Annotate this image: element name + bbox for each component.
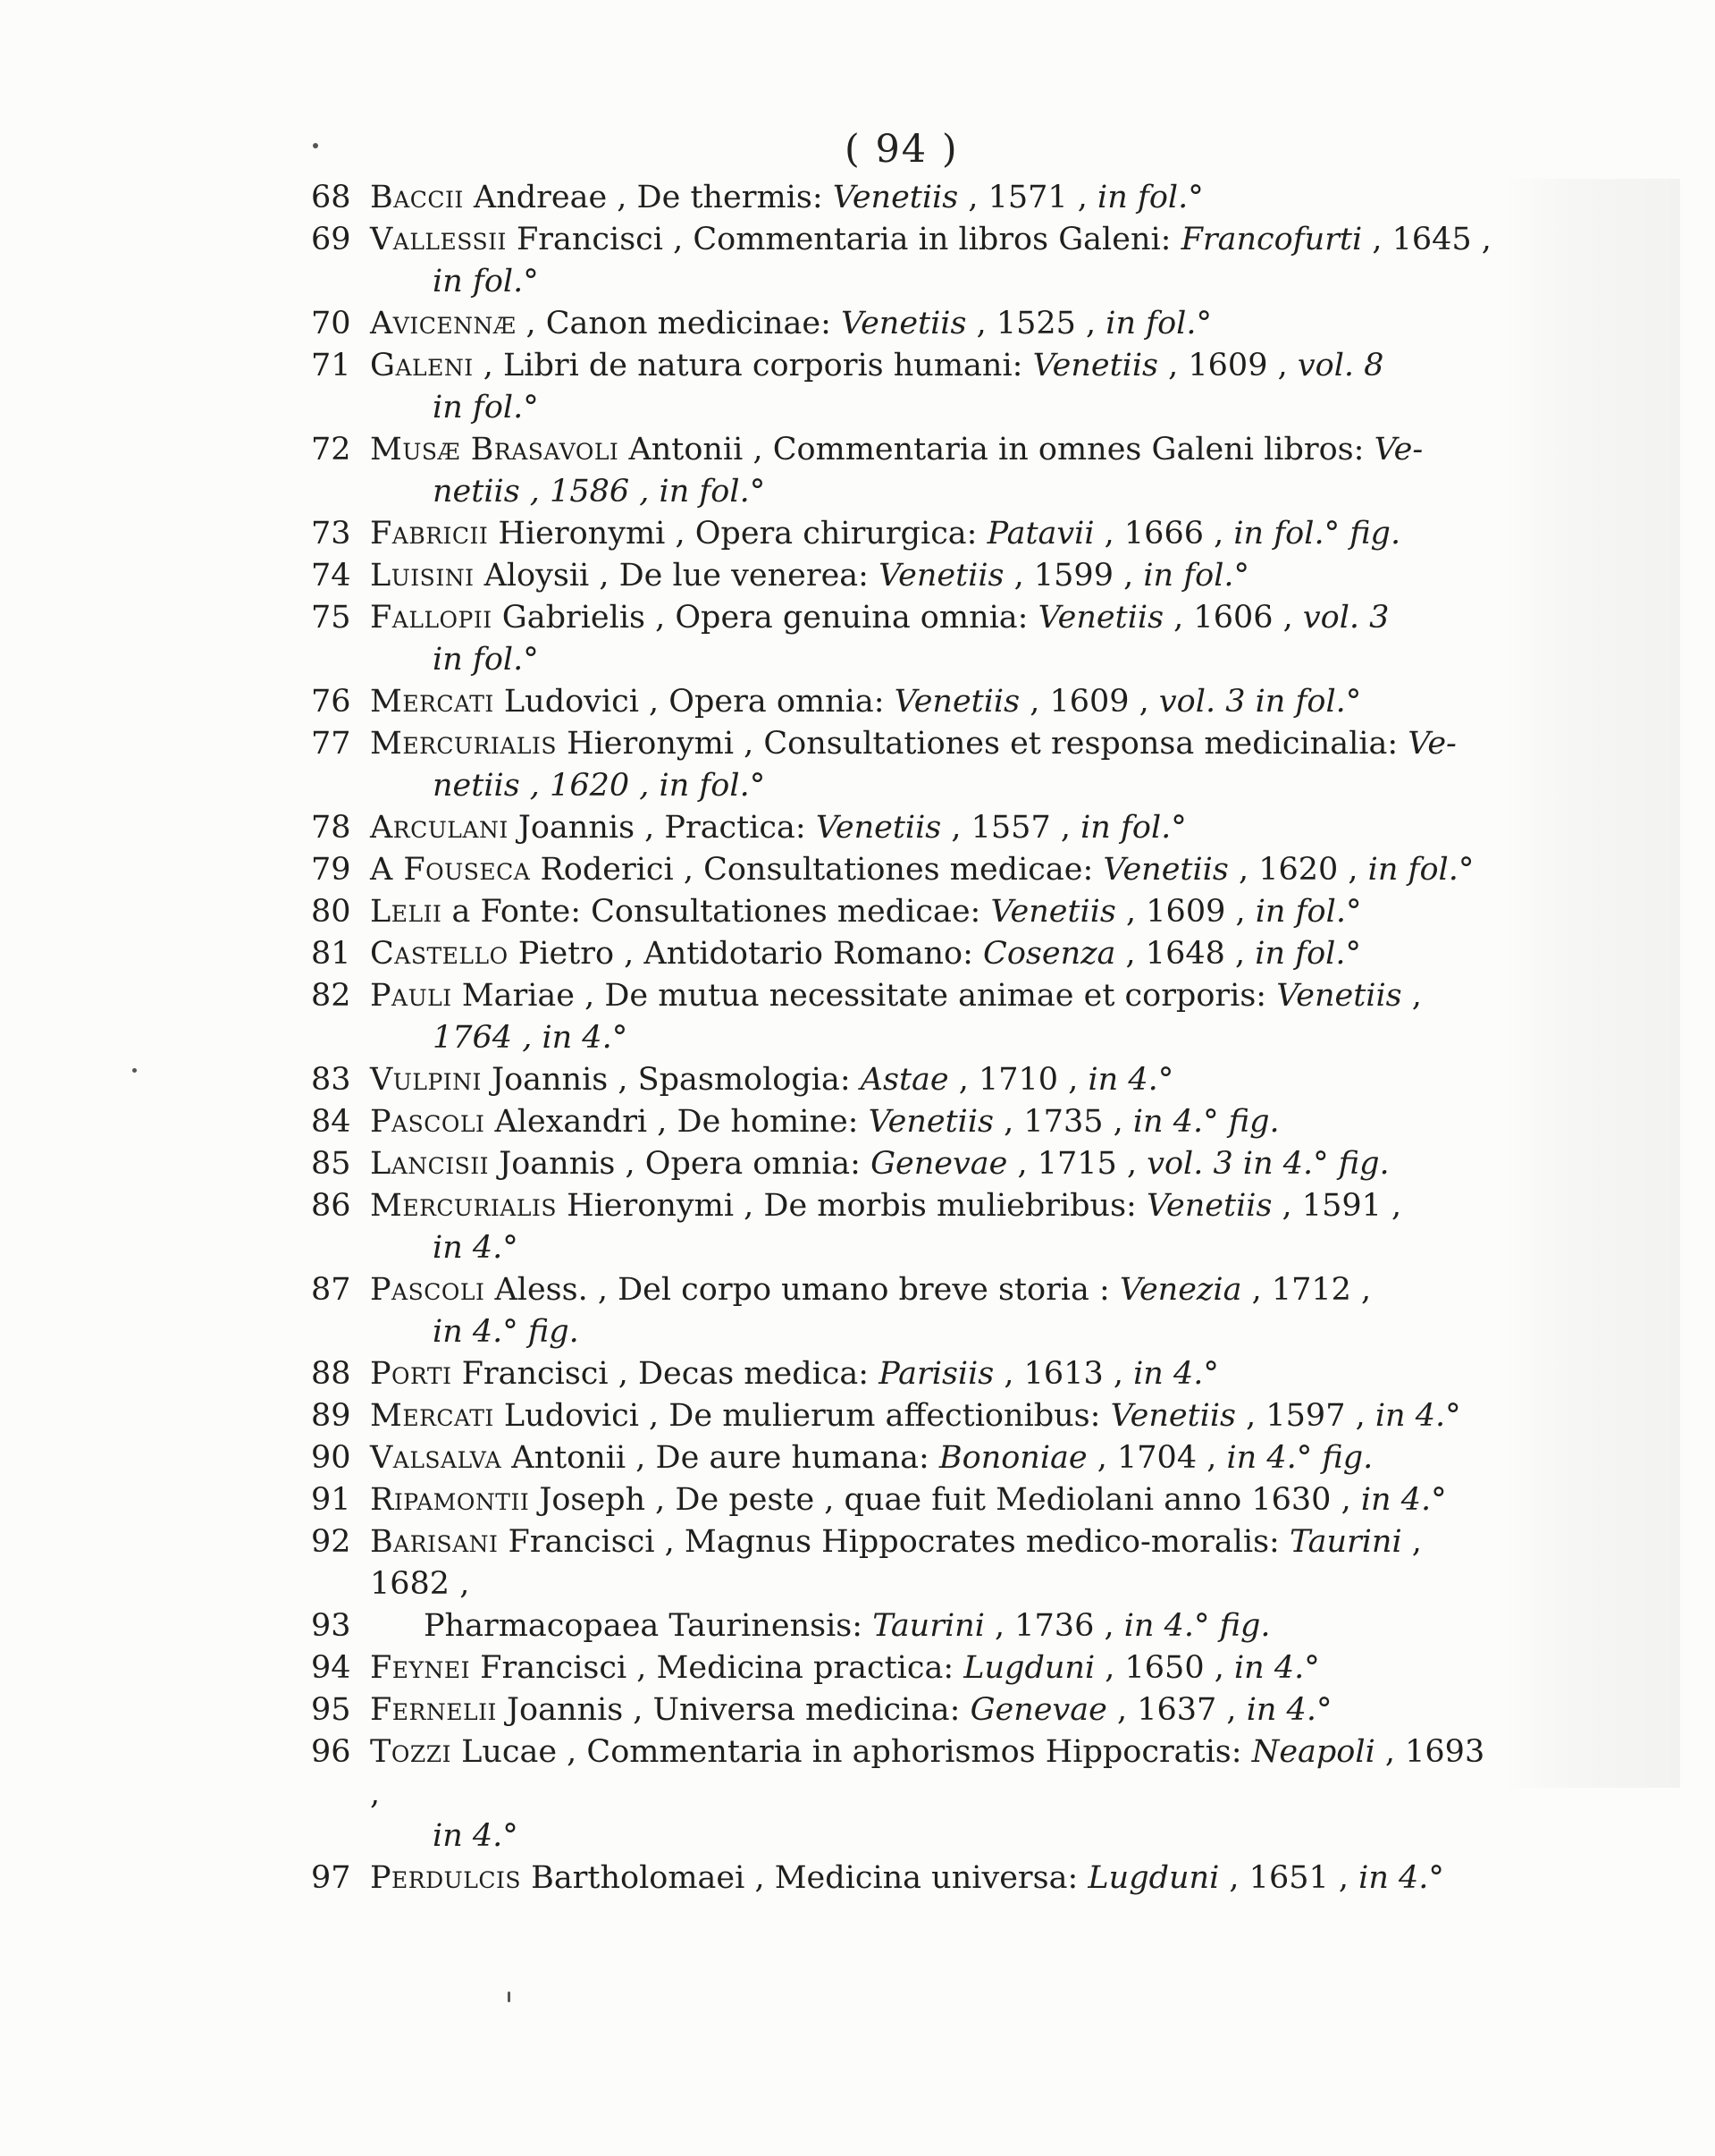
entry-author: Fernelii bbox=[370, 1692, 497, 1728]
entry-number: 90 bbox=[311, 1440, 351, 1476]
catalogue-entry bbox=[311, 1647, 1500, 1689]
entry-number: 93 bbox=[311, 1608, 351, 1644]
entry-format: in fol.° bbox=[1367, 852, 1475, 888]
entry-format: in fol.° bbox=[1255, 894, 1362, 930]
entry-format: in fol.° bbox=[1080, 810, 1187, 846]
entry-text bbox=[370, 429, 1500, 513]
entry-text bbox=[370, 303, 1500, 345]
entry-text bbox=[370, 1059, 1500, 1101]
entry-title: Hieronymi , De morbis muliebribus: bbox=[556, 1188, 1147, 1224]
entry-number: 89 bbox=[311, 1398, 351, 1434]
entry-place: Ve- bbox=[1408, 726, 1457, 762]
catalogue-entry bbox=[311, 849, 1500, 891]
catalogue-entry bbox=[311, 1437, 1500, 1479]
entry-year: , 1666 , bbox=[1094, 516, 1234, 552]
catalogue-entry bbox=[311, 219, 1500, 303]
entry-title: Francisci , Decas medica: bbox=[451, 1356, 879, 1392]
entry-number: 86 bbox=[311, 1188, 351, 1224]
entry-author: Lancisii bbox=[370, 1146, 490, 1182]
entry-year: , 1715 , bbox=[1007, 1146, 1148, 1182]
entry-text bbox=[370, 1395, 1500, 1437]
entry-place: Astae bbox=[860, 1062, 949, 1098]
entry-text bbox=[370, 1647, 1500, 1689]
entry-text bbox=[370, 1731, 1500, 1857]
entry-continuation: in 4.° bbox=[433, 1818, 518, 1854]
entry-number: 95 bbox=[311, 1692, 351, 1728]
entry-format: in 4.° bbox=[1246, 1692, 1332, 1728]
entry-year: , 1620 , bbox=[1228, 852, 1368, 888]
catalogue-entries bbox=[311, 177, 1500, 1899]
catalogue-entry bbox=[311, 429, 1500, 513]
entry-text bbox=[370, 219, 1500, 303]
entry-title: Pharmacopaea Taurinensis: bbox=[424, 1608, 873, 1644]
entry-text bbox=[370, 1269, 1500, 1353]
entry-place: Venetiis bbox=[894, 684, 1021, 720]
entry-place: Ve- bbox=[1374, 432, 1424, 467]
catalogue-entry bbox=[311, 1269, 1500, 1353]
entry-text bbox=[370, 1857, 1500, 1899]
entry-format: in 4.° fig. bbox=[1123, 1608, 1271, 1644]
catalogue-entry bbox=[311, 807, 1500, 849]
entry-text bbox=[370, 597, 1500, 681]
catalogue-entry bbox=[311, 1689, 1500, 1731]
entry-number: 87 bbox=[311, 1272, 351, 1308]
entry-place: Genevae bbox=[870, 1146, 1008, 1182]
entry-year: , 1571 , bbox=[958, 180, 1098, 215]
entry-place: Patavii bbox=[987, 516, 1095, 552]
entry-author: Mercurialis bbox=[370, 1188, 557, 1224]
entry-text bbox=[370, 177, 1500, 219]
entry-continuation: in 4.° fig. bbox=[433, 1314, 579, 1350]
entry-number: 79 bbox=[311, 852, 351, 888]
entry-text bbox=[370, 513, 1500, 555]
entry-number: 88 bbox=[311, 1356, 351, 1392]
catalogue-entry bbox=[311, 1185, 1500, 1269]
entry-year: , 1648 , bbox=[1115, 936, 1256, 972]
entry-number: 75 bbox=[311, 600, 351, 636]
catalogue-entry bbox=[311, 303, 1500, 345]
entry-place: Venezia bbox=[1119, 1272, 1242, 1308]
entry-number: 68 bbox=[311, 180, 351, 215]
entry-place: Venetiis bbox=[832, 180, 959, 215]
entry-year: , 1606 , bbox=[1164, 600, 1303, 636]
entry-place: Neapoli bbox=[1251, 1734, 1375, 1770]
entry-text bbox=[370, 1185, 1500, 1269]
entry-title: , Canon medicinae: bbox=[516, 306, 841, 341]
entry-title: Lucae , Commentaria in aphorismos Hippocratis: bbox=[450, 1734, 1252, 1770]
entry-author: Baccii bbox=[370, 180, 464, 215]
entry-author: A Fouseca bbox=[370, 852, 531, 888]
entry-title: Mariae , De mutua necessitate animae et corporis: bbox=[451, 978, 1277, 1014]
entry-author: Mercati bbox=[370, 1398, 494, 1434]
entry-number: 71 bbox=[311, 348, 351, 383]
entry-place: Venetiis bbox=[815, 810, 942, 846]
entry-year: , 1712 , bbox=[1241, 1272, 1372, 1308]
entry-text bbox=[370, 723, 1500, 807]
entry-title: Roderici , Consultationes medicae: bbox=[530, 852, 1104, 888]
entry-text bbox=[370, 1353, 1500, 1395]
catalogue-entry bbox=[311, 513, 1500, 555]
entry-place: Genevae bbox=[970, 1692, 1107, 1728]
entry-text bbox=[370, 1689, 1500, 1731]
entry-author: Feynei bbox=[370, 1650, 471, 1686]
entry-author: Luisini bbox=[370, 558, 475, 594]
entry-number: 83 bbox=[311, 1062, 351, 1098]
entry-year: , 1710 , bbox=[948, 1062, 1089, 1098]
entry-author: Lelii bbox=[370, 894, 442, 930]
entry-format: in 4.° bbox=[1088, 1062, 1174, 1098]
entry-text bbox=[370, 1143, 1500, 1185]
paper-speck bbox=[313, 143, 318, 148]
entry-author: Perdulcis bbox=[370, 1860, 521, 1896]
entry-place: Venetiis bbox=[1146, 1188, 1273, 1224]
entry-place: Venetiis bbox=[879, 558, 1005, 594]
entry-author: Valsalva bbox=[370, 1440, 502, 1476]
entry-format: in fol.° bbox=[1143, 558, 1250, 594]
entry-place: Venetiis bbox=[1032, 348, 1159, 383]
entry-continuation: in fol.° bbox=[433, 264, 539, 299]
entry-place: Parisiis bbox=[879, 1356, 995, 1392]
entry-title: Hieronymi , Opera chirurgica: bbox=[488, 516, 988, 552]
entry-year: , 1609 , bbox=[1158, 348, 1298, 383]
catalogue-entry bbox=[311, 177, 1500, 219]
entry-title: Francisci , Medicina practica: bbox=[470, 1650, 964, 1686]
entry-title: Joannis , Practica: bbox=[508, 810, 816, 846]
entry-title: Aless. , Del corpo umano breve storia : bbox=[484, 1272, 1120, 1308]
entry-text bbox=[370, 1101, 1500, 1143]
entry-format: in 4.° bbox=[1375, 1398, 1461, 1434]
entry-place: Venetiis bbox=[1103, 852, 1229, 888]
entry-number: 69 bbox=[311, 222, 351, 257]
entry-place: Cosenza bbox=[983, 936, 1116, 972]
entry-format: in fol.° bbox=[1106, 306, 1212, 341]
entry-place: Venetiis bbox=[868, 1104, 995, 1140]
entry-format: in fol.° bbox=[1097, 180, 1204, 215]
entry-number: 81 bbox=[311, 936, 351, 972]
entry-continuation: netiis , 1586 , in fol.° bbox=[433, 474, 766, 510]
entry-year: , 1597 , bbox=[1236, 1398, 1375, 1434]
entry-year: , 1651 , bbox=[1219, 1860, 1359, 1896]
entry-format: in 4.° bbox=[1133, 1356, 1219, 1392]
entry-year: , 1613 , bbox=[994, 1356, 1134, 1392]
entry-text bbox=[370, 807, 1500, 849]
entry-author: Arculani bbox=[370, 810, 509, 846]
catalogue-entry bbox=[311, 555, 1500, 597]
entry-title: Ludovici , De mulierum affectionibus: bbox=[493, 1398, 1111, 1434]
entry-year: , 1591 , bbox=[1272, 1188, 1402, 1224]
page-number: ( 94 ) bbox=[845, 127, 959, 172]
entry-year: , bbox=[1401, 978, 1422, 1014]
catalogue-entry bbox=[311, 975, 1500, 1059]
entry-year: , 1645 , bbox=[1362, 222, 1492, 257]
catalogue-entry bbox=[311, 1395, 1500, 1437]
entry-format: vol. 3 in 4.° fig. bbox=[1147, 1146, 1390, 1182]
catalogue-entry bbox=[311, 1857, 1500, 1899]
entry-text bbox=[370, 1605, 1500, 1647]
entry-author: Fabricii bbox=[370, 516, 489, 552]
entry-year: , 1557 , bbox=[941, 810, 1081, 846]
entry-author: Pascoli bbox=[370, 1104, 485, 1140]
entry-year: , 1735 , bbox=[994, 1104, 1133, 1140]
entry-title: Joseph , De peste , quae fuit Mediolani anno 1630 , bbox=[529, 1482, 1361, 1518]
entry-continuation: netiis , 1620 , in fol.° bbox=[433, 768, 766, 804]
entry-author: Tozzi bbox=[370, 1734, 451, 1770]
entry-text bbox=[370, 933, 1500, 975]
entry-format: in 4.° bbox=[1360, 1482, 1447, 1518]
entry-number: 97 bbox=[311, 1860, 351, 1896]
entry-number: 85 bbox=[311, 1146, 351, 1182]
entry-year: , 1650 , bbox=[1095, 1650, 1234, 1686]
entry-title: Ludovici , Opera omnia: bbox=[493, 684, 895, 720]
entry-title: Antonii , Commentaria in omnes Galeni libros: bbox=[618, 432, 1375, 467]
entry-author: Castello bbox=[370, 936, 509, 972]
entry-format: in fol.° fig. bbox=[1233, 516, 1401, 552]
entry-title: Joannis , Spasmologia: bbox=[481, 1062, 861, 1098]
entry-text bbox=[370, 681, 1500, 723]
entry-author: Porti bbox=[370, 1356, 452, 1392]
entry-format: vol. 8 bbox=[1297, 348, 1384, 383]
entry-number: 76 bbox=[311, 684, 351, 720]
entry-title: Francisci , Commentaria in libros Galeni: bbox=[506, 222, 1181, 257]
entry-number: 82 bbox=[311, 978, 351, 1014]
entry-year: , 1736 , bbox=[984, 1608, 1124, 1644]
entry-number: 96 bbox=[311, 1734, 351, 1770]
entry-title: a Fonte: Consultationes medicae: bbox=[441, 894, 991, 930]
entry-place: Venetiis bbox=[1038, 600, 1164, 636]
entry-number: 78 bbox=[311, 810, 351, 846]
entry-title: Hieronymi , Consultationes et responsa medicinalia: bbox=[556, 726, 1408, 762]
entry-format: in 4.° fig. bbox=[1132, 1104, 1280, 1140]
entry-place: Taurini bbox=[1289, 1524, 1402, 1560]
entry-place: Bononiae bbox=[938, 1440, 1088, 1476]
entry-author: Mercati bbox=[370, 684, 494, 720]
entry-author: Fallopii bbox=[370, 600, 492, 636]
entry-author: Pauli bbox=[370, 978, 452, 1014]
entry-author: Mercurialis bbox=[370, 726, 557, 762]
entry-year: , 1599 , bbox=[1004, 558, 1144, 594]
entry-format: vol. 3 bbox=[1302, 600, 1390, 636]
entry-text bbox=[370, 849, 1500, 891]
entry-author: Galeni bbox=[370, 348, 474, 383]
entry-format: vol. 3 in fol.° bbox=[1158, 684, 1362, 720]
entry-title: Andreae , De thermis: bbox=[463, 180, 833, 215]
catalogue-entry bbox=[311, 1143, 1500, 1185]
catalogue-entry bbox=[311, 1353, 1500, 1395]
entry-text bbox=[370, 555, 1500, 597]
entry-format: in 4.° fig. bbox=[1226, 1440, 1374, 1476]
entry-author: Pascoli bbox=[370, 1272, 485, 1308]
catalogue-entry bbox=[311, 1605, 1500, 1647]
entry-place: Venetiis bbox=[990, 894, 1116, 930]
entry-place: Lugduni bbox=[963, 1650, 1096, 1686]
entry-text bbox=[370, 1521, 1500, 1605]
catalogue-entry bbox=[311, 933, 1500, 975]
entry-year: , 1525 , bbox=[966, 306, 1106, 341]
entry-place: Venetiis bbox=[1110, 1398, 1237, 1434]
entry-number: 91 bbox=[311, 1482, 351, 1518]
entry-number: 74 bbox=[311, 558, 351, 594]
entry-year: , 1704 , bbox=[1087, 1440, 1227, 1476]
catalogue-entry bbox=[311, 1731, 1500, 1857]
entry-number: 84 bbox=[311, 1104, 351, 1140]
bleed-through-shadow bbox=[1501, 179, 1680, 1788]
entry-title: Francisci , Magnus Hippocrates medico-moralis: bbox=[498, 1524, 1290, 1560]
entry-author: Avicennæ bbox=[370, 306, 517, 341]
entry-place: Venetiis bbox=[841, 306, 967, 341]
catalogue-entry bbox=[311, 1521, 1500, 1605]
entry-place: Francofurti bbox=[1181, 222, 1363, 257]
entry-title: Antonii , De aure humana: bbox=[501, 1440, 939, 1476]
entry-title: Joannis , Opera omnia: bbox=[489, 1146, 871, 1182]
entry-title: Gabrielis , Opera genuina omnia: bbox=[492, 600, 1038, 636]
entry-number: 70 bbox=[311, 306, 351, 341]
entry-continuation: in fol.° bbox=[433, 642, 539, 678]
entry-place: Venetiis bbox=[1276, 978, 1402, 1014]
entry-year: , 1637 , bbox=[1106, 1692, 1247, 1728]
entry-number: 72 bbox=[311, 432, 351, 467]
entry-number: 73 bbox=[311, 516, 351, 552]
entry-text bbox=[370, 1437, 1500, 1479]
entry-continuation: 1764 , in 4.° bbox=[433, 1020, 628, 1056]
entry-place: Taurini bbox=[872, 1608, 985, 1644]
entry-title: Pietro , Antidotario Romano: bbox=[508, 936, 984, 972]
entry-text bbox=[370, 891, 1500, 933]
entry-format: in 4.° bbox=[1233, 1650, 1320, 1686]
entry-author: Musæ Brasavoli bbox=[370, 432, 619, 467]
entry-format: in 4.° bbox=[1358, 1860, 1444, 1896]
entry-author: Vallessii bbox=[370, 222, 507, 257]
entry-place: Lugduni bbox=[1088, 1860, 1220, 1896]
entry-number: 94 bbox=[311, 1650, 351, 1686]
entry-number: 92 bbox=[311, 1524, 351, 1560]
entry-number: 80 bbox=[311, 894, 351, 930]
catalogue-entry bbox=[311, 723, 1500, 807]
paper-speck bbox=[508, 1992, 510, 2002]
entry-title: Alexandri , De homine: bbox=[484, 1104, 869, 1140]
entry-author: Ripamontii bbox=[370, 1482, 530, 1518]
entry-year: , 1693 , bbox=[370, 1734, 1485, 1812]
entry-text bbox=[370, 1479, 1500, 1521]
entry-author: Vulpini bbox=[370, 1062, 482, 1098]
entry-author: Barisani bbox=[370, 1524, 499, 1560]
catalogue-entry bbox=[311, 345, 1500, 429]
catalogue-entry bbox=[311, 1059, 1500, 1101]
paper-speck bbox=[132, 1068, 137, 1073]
entry-year: , 1609 , bbox=[1020, 684, 1159, 720]
catalogue-entry bbox=[311, 597, 1500, 681]
entry-text bbox=[370, 975, 1500, 1059]
entry-number: 77 bbox=[311, 726, 351, 762]
entry-title: Aloysii , De lue venerea: bbox=[474, 558, 879, 594]
entry-continuation: in 4.° bbox=[433, 1230, 518, 1266]
entry-title: , Libri de natura corporis humani: bbox=[473, 348, 1033, 383]
entry-title: Joannis , Universa medicina: bbox=[496, 1692, 971, 1728]
catalogue-entry bbox=[311, 1479, 1500, 1521]
entry-year: , 1609 , bbox=[1115, 894, 1256, 930]
catalogue-entry bbox=[311, 891, 1500, 933]
entry-text bbox=[370, 345, 1500, 429]
entry-format: in fol.° bbox=[1255, 936, 1361, 972]
entry-year: , 1682 , bbox=[370, 1524, 1422, 1602]
catalogue-entry bbox=[311, 1101, 1500, 1143]
entry-continuation: in fol.° bbox=[433, 390, 539, 425]
entry-title: Bartholomaei , Medicina universa: bbox=[520, 1860, 1089, 1896]
catalogue-entry bbox=[311, 681, 1500, 723]
